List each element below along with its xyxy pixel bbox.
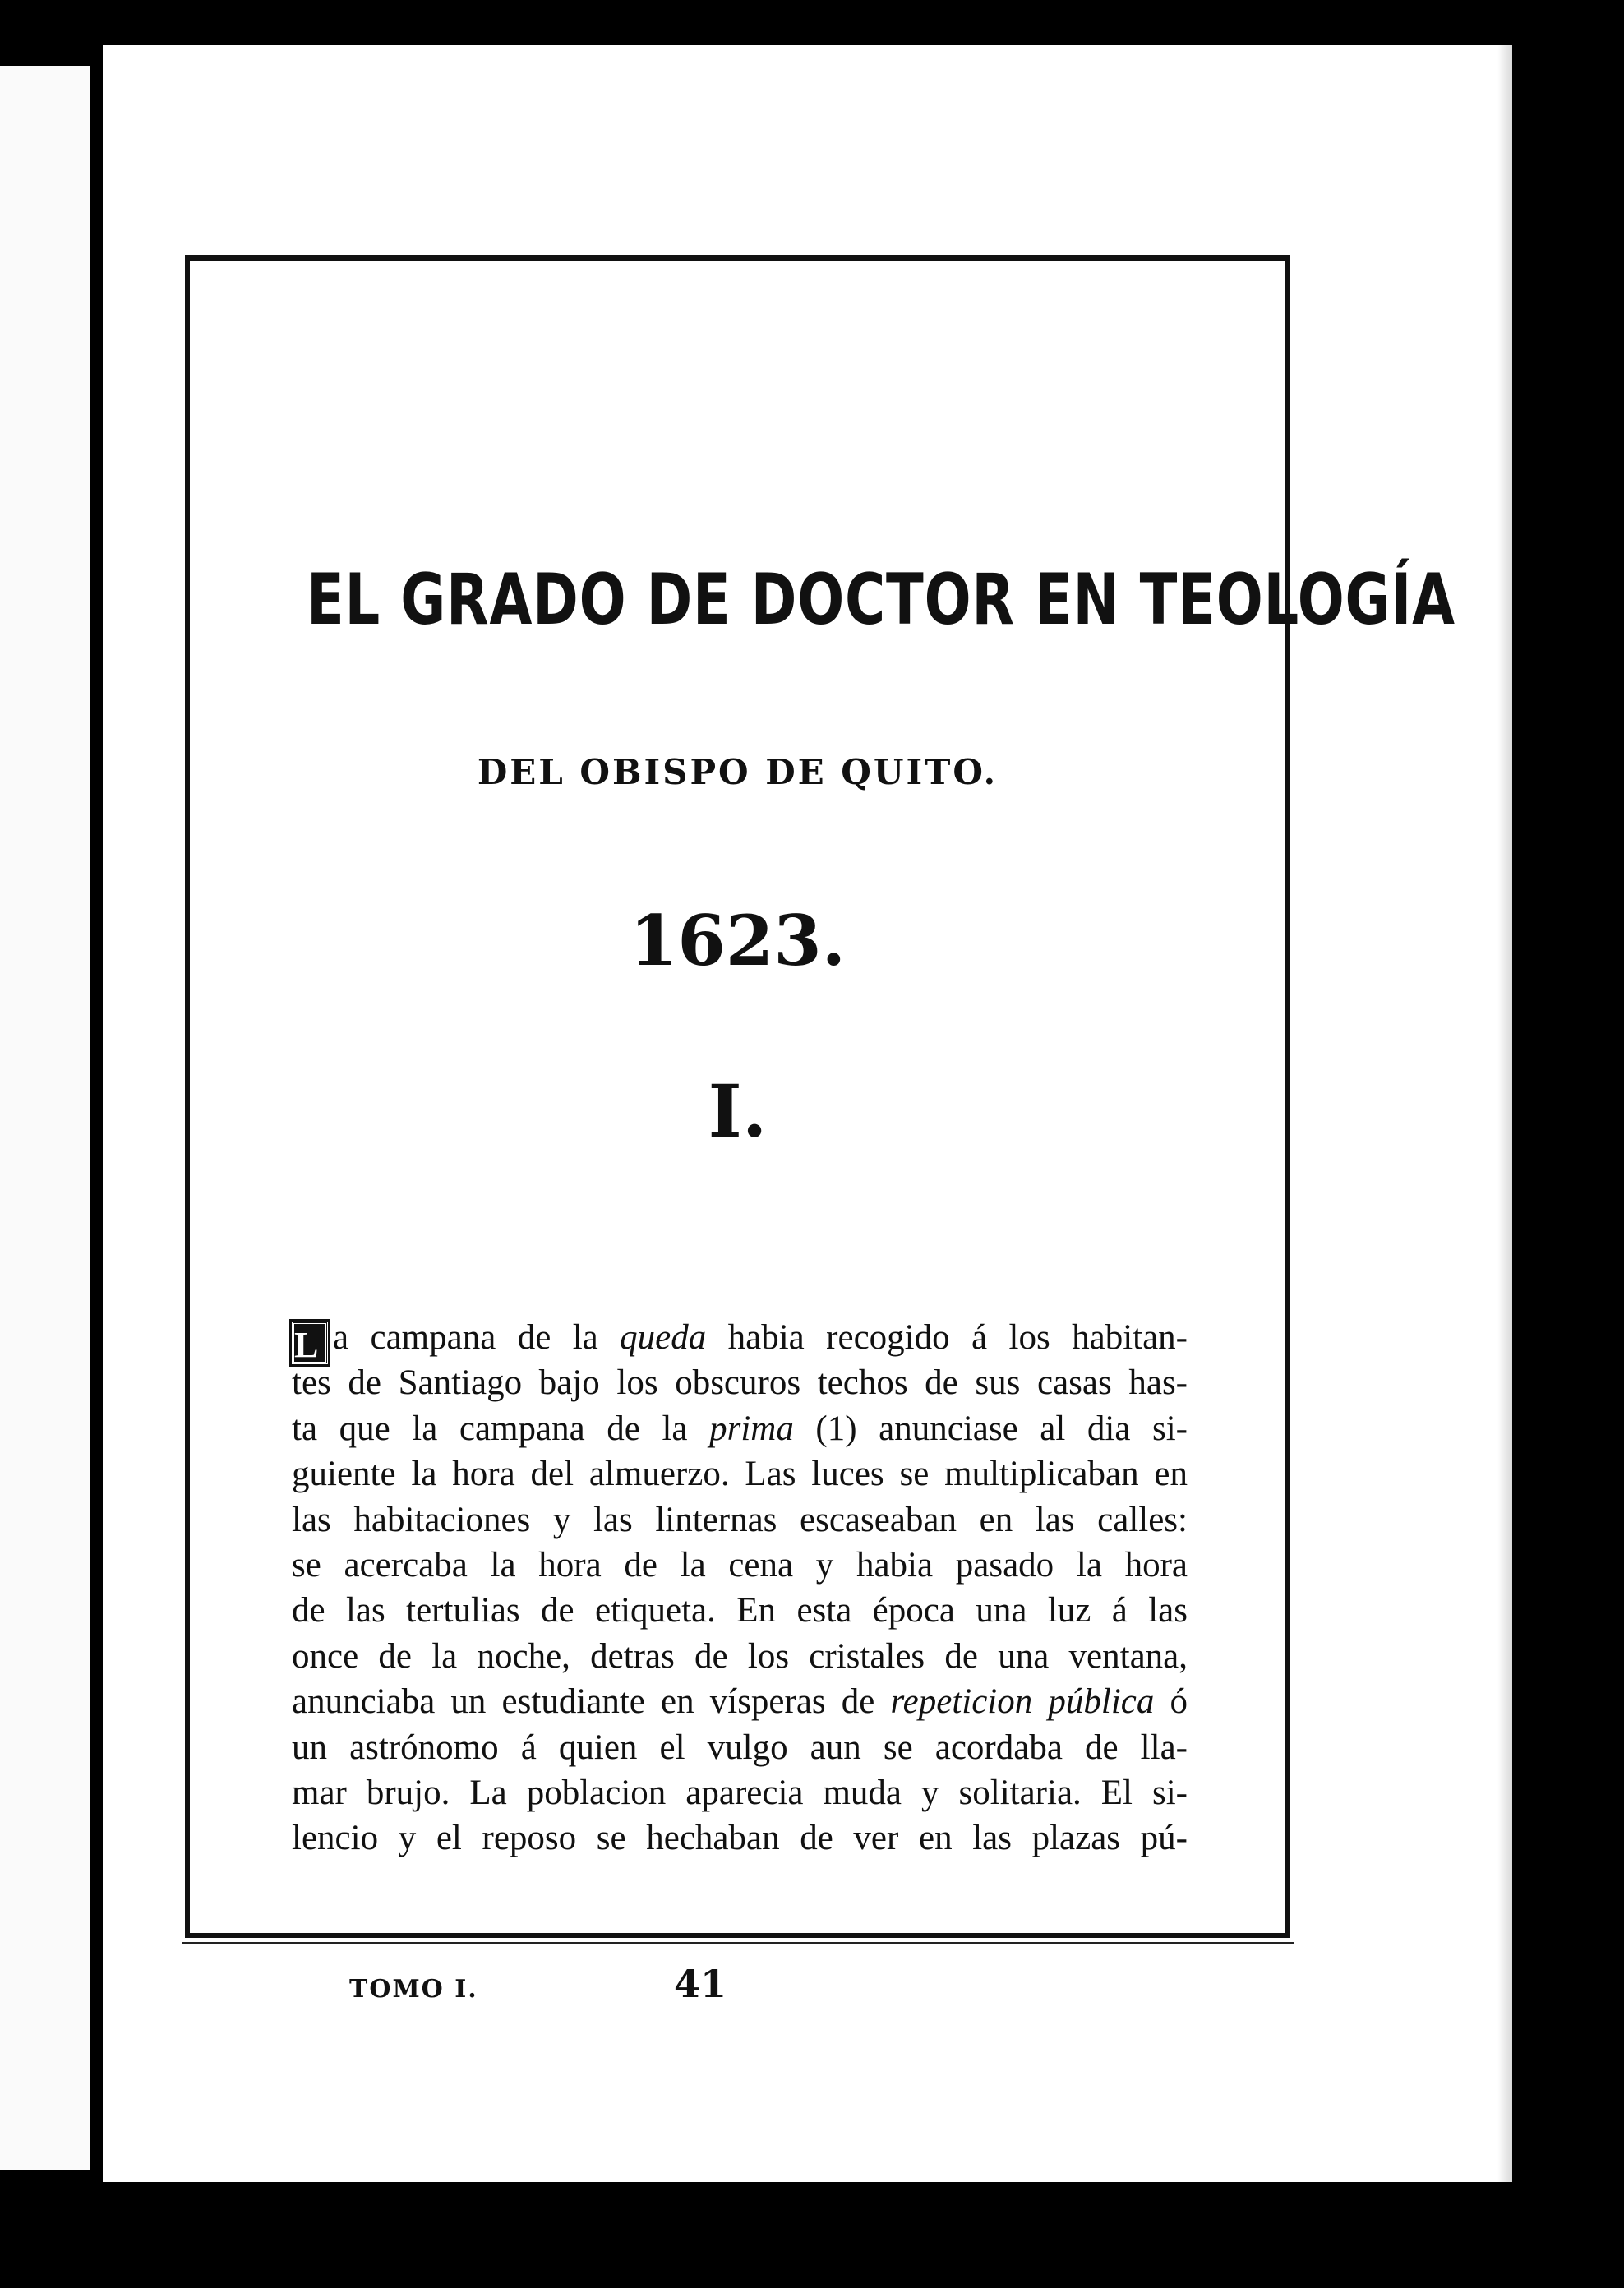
line-text: tes de Santiago bajo los obscuros techos de sus casas has- [292,1363,1188,1403]
page-edge-shadow [1497,45,1512,2182]
chapter-year: 1623. [629,900,847,981]
section-number: I. [708,1068,768,1154]
page-number: 41 [674,1962,727,2006]
line-text: de las tertulias de etiqueta. En esta época una luz á las [292,1591,1188,1631]
line-text: anunciaba un estudiante en vísperas de [292,1682,891,1722]
body-line [292,1770,1188,1815]
italic-word: prima [709,1409,794,1448]
book-page [103,45,1512,2182]
line-text: mar brujo. La poblacion aparecia muda y solitaria. El si- [292,1773,1188,1812]
body-line [292,1679,1188,1724]
body-line [292,1406,1188,1451]
italic-word: queda [620,1318,707,1357]
line-text: guiente la hora del almuerzo. Las luces se multiplicaban en [292,1455,1188,1494]
line-text: once de la noche, detras de los cristales de una ventana, [292,1636,1188,1676]
line-text: ó [1154,1682,1188,1722]
line-text: un astrónomo á quien el vulgo aun se acordaba de lla- [292,1728,1188,1767]
chapter-title: EL GRADO DE DOCTOR EN TEOLOGÍA [306,559,1456,641]
body-line [292,1588,1188,1633]
footer-volume: TOMO I. [349,1975,478,2004]
line-text: (1) anunciase al dia si- [793,1409,1188,1448]
body-line [292,1725,1188,1770]
body-line [292,1315,1188,1365]
drop-cap: L [292,1322,328,1364]
body-line [292,1451,1188,1497]
body-line [292,1497,1188,1543]
body-paragraph [292,1315,1188,1861]
left-page-edge [0,66,90,2170]
line-text: ta que la campana de la [292,1409,710,1448]
frame-bottom-rule [182,1942,1294,1944]
body-line [292,1634,1188,1679]
chapter-subtitle: DEL OBISPO DE QUITO. [477,752,999,792]
body-line [292,1815,1188,1861]
body-line [292,1360,1188,1405]
line-text: habia recogido á los habitan- [706,1318,1188,1357]
body-line [292,1543,1188,1588]
line-text: lencio y el reposo se hechaban de ver en las plazas pú- [292,1819,1188,1858]
line-text: las habitaciones y las linternas escaseaban en las calles: [292,1500,1188,1539]
line-text: a campana de la [333,1318,621,1357]
line-text: se acercaba la hora de la cena y habia pasado la hora [292,1545,1188,1585]
italic-word: repeticion pública [890,1682,1155,1722]
